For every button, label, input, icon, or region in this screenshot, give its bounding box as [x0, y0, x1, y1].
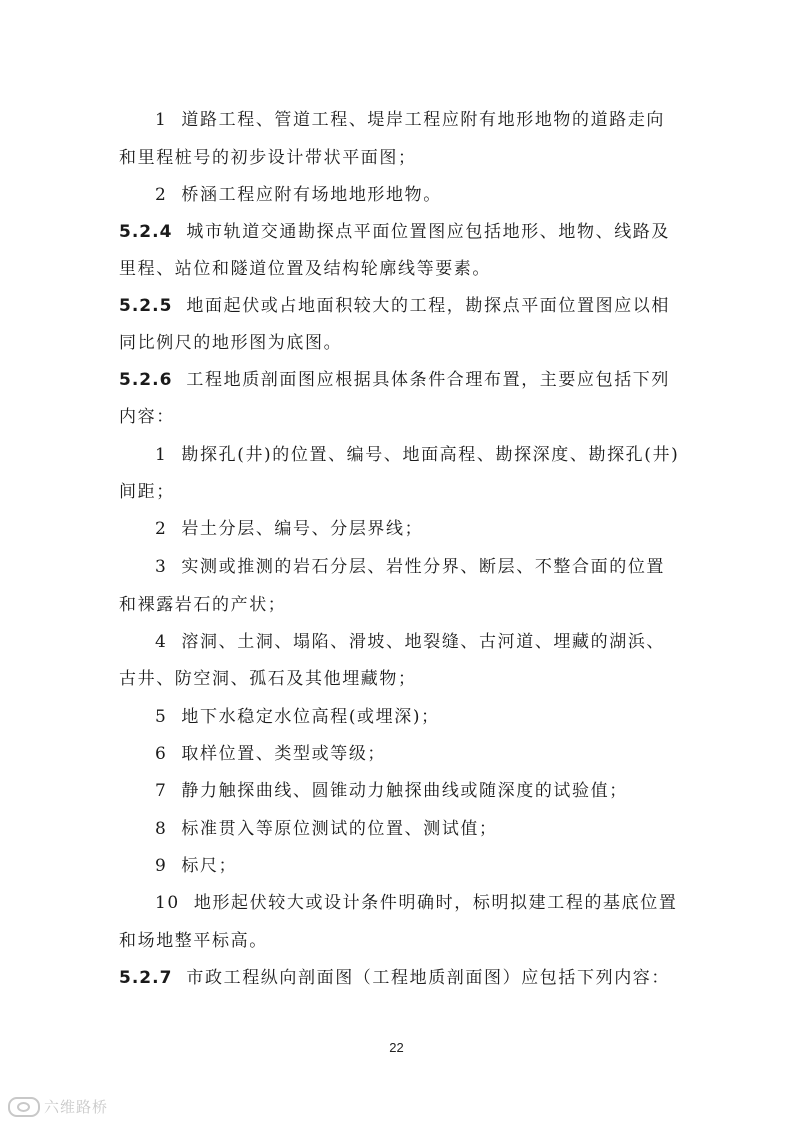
watermark-logo-icon [8, 1097, 40, 1117]
text-line: 古井、防空洞、孤石及其他埋藏物； [119, 669, 417, 689]
text-line: 同比例尺的地形图为底图。 [119, 333, 343, 353]
list-item: 1 道路工程、管道工程、堤岸工程应附有地形地物的道路走向 [155, 110, 666, 130]
text-line: 和裸露岩石的产状； [119, 595, 287, 615]
list-item: 9 标尺； [155, 856, 238, 876]
list-item: 8 标准贯入等原位测试的位置、测试值； [155, 819, 498, 839]
text-line: 里程、站位和隧道位置及结构轮廓线等要素。 [119, 259, 491, 279]
list-item: 10 地形起伏较大或设计条件明确时，标明拟建工程的基底位置 [155, 893, 678, 913]
section-heading: 5.2.6 工程地质剖面图应根据具体条件合理布置，主要应包括下列 [119, 370, 671, 390]
list-item: 5 地下水稳定水位高程(或埋深)； [155, 707, 440, 727]
section-heading: 5.2.5 地面起伏或占地面积较大的工程，勘探点平面位置图应以相 [119, 296, 671, 316]
list-item: 2 桥涵工程应附有场地地形地物。 [155, 185, 442, 205]
text-line: 和里程桩号的初步设计带状平面图； [119, 148, 417, 168]
list-item: 7 静力触探曲线、圆锥动力触探曲线或随深度的试验值； [155, 781, 628, 801]
list-item: 3 实测或推测的岩石分层、岩性分界、断层、不整合面的位置 [155, 557, 666, 577]
page-number: 22 [389, 1040, 404, 1055]
section-heading: 5.2.7 市政工程纵向剖面图（工程地质剖面图）应包括下列内容： [119, 968, 671, 988]
list-item: 6 取样位置、类型或等级； [155, 744, 387, 764]
text-line: 间距； [119, 482, 175, 502]
watermark-text: 六维路桥 [44, 1098, 109, 1116]
watermark [8, 1096, 108, 1117]
list-item: 4 溶洞、土洞、塌陷、滑坡、地裂缝、古河道、埋藏的湖浜、 [155, 632, 666, 652]
list-item: 2 岩土分层、编号、分层界线； [155, 519, 424, 539]
list-item: 1 勘探孔(井)的位置、编号、地面高程、勘探深度、勘探孔(井) [155, 445, 680, 465]
section-heading: 5.2.4 城市轨道交通勘探点平面位置图应包括地形、地物、线路及 [119, 222, 671, 242]
text-line: 内容： [119, 407, 175, 427]
text-line: 和场地整平标高。 [119, 931, 268, 951]
